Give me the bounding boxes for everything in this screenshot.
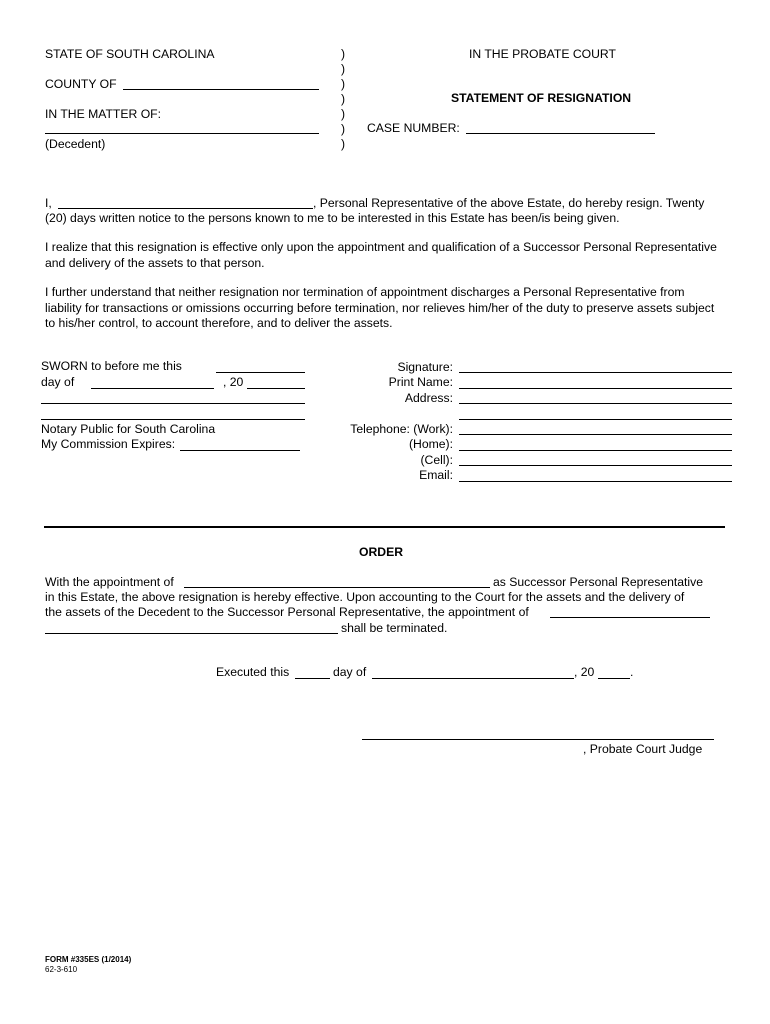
- executed-period: .: [630, 665, 634, 679]
- sworn-year-field[interactable]: [247, 388, 305, 389]
- telephone-work-label: Telephone: (Work):: [350, 422, 453, 436]
- terminated-name-field-2[interactable]: [45, 633, 338, 634]
- executed-day-of-label: day of: [333, 665, 367, 679]
- telephone-home-field[interactable]: [459, 450, 732, 451]
- terminated-name-field-1[interactable]: [550, 617, 710, 618]
- order-line1-prefix: With the appointment of: [45, 575, 174, 589]
- paren: ): [341, 92, 346, 106]
- p1-rest: , Personal Representative of the above Estate, do hereby resign. Twenty: [313, 196, 705, 210]
- decedent-name-field[interactable]: [45, 133, 319, 134]
- p1-prefix: I,: [45, 196, 52, 210]
- matter-label: IN THE MATTER OF:: [45, 107, 162, 121]
- address-field-1[interactable]: [459, 403, 732, 404]
- paren: ): [341, 137, 346, 151]
- email-field[interactable]: [459, 481, 732, 482]
- executed-year-field[interactable]: [598, 678, 630, 679]
- notary-signature-line[interactable]: [41, 403, 305, 404]
- address-field-2[interactable]: [459, 419, 732, 420]
- order-line4-suffix: shall be terminated.: [341, 621, 448, 635]
- executed-day-field[interactable]: [295, 678, 330, 679]
- representative-name-field[interactable]: [58, 208, 313, 209]
- form-number: FORM #335ES (1/2014): [45, 955, 132, 964]
- telephone-work-field[interactable]: [459, 434, 732, 435]
- order-line2: in this Estate, the above resignation is hereby effective. Upon accounting to the Court for the assets and the delivery of: [45, 590, 685, 604]
- executed-label: Executed this: [216, 665, 290, 679]
- case-number-label: CASE NUMBER:: [367, 121, 460, 135]
- successor-name-field[interactable]: [184, 587, 490, 588]
- county-label: COUNTY OF: [45, 77, 117, 91]
- p1-line2: (20) days written notice to the persons known to me to be interested in this Estate has been/is being given.: [45, 211, 620, 225]
- address-label: Address:: [404, 391, 453, 405]
- state-label: STATE OF SOUTH CAROLINA: [45, 47, 215, 61]
- executed-month-field[interactable]: [372, 678, 574, 679]
- telephone-cell-field[interactable]: [459, 465, 732, 466]
- judge-signature-line[interactable]: [362, 739, 714, 740]
- notary-name-line[interactable]: [41, 419, 305, 420]
- judge-label: , Probate Court Judge: [583, 742, 703, 756]
- document-title: STATEMENT OF RESIGNATION: [451, 91, 632, 105]
- order-line1-suffix: as Successor Personal Representative: [493, 575, 704, 589]
- print-name-field[interactable]: [459, 388, 732, 389]
- commission-expires-field[interactable]: [180, 450, 300, 451]
- section-divider: [44, 526, 725, 528]
- signature-label: Signature:: [397, 360, 453, 374]
- order-line3: the assets of the Decedent to the Successor Personal Representative, the appointment of: [45, 605, 529, 619]
- print-name-label: Print Name:: [388, 375, 453, 389]
- sworn-label: SWORN to before me this: [41, 359, 182, 373]
- court-label: IN THE PROBATE COURT: [469, 47, 616, 61]
- sworn-month-field[interactable]: [91, 388, 214, 389]
- executed-year-prefix: , 20: [574, 665, 595, 679]
- statute-code: 62-3-610: [45, 965, 78, 974]
- paren: ): [341, 77, 346, 91]
- sworn-day-field[interactable]: [216, 372, 305, 373]
- paren: ): [341, 122, 346, 136]
- county-field[interactable]: [123, 89, 319, 90]
- telephone-home-label: (Home):: [408, 437, 453, 451]
- decedent-label: (Decedent): [45, 137, 106, 151]
- paragraph-2: I realize that this resignation is effective only upon the appointment and qualification of a Successor Personal Representative and delivery of the assets to that person.: [45, 240, 717, 270]
- notary-day-of-label: day of: [41, 375, 75, 389]
- email-label: Email:: [419, 468, 453, 482]
- case-number-field[interactable]: [466, 133, 655, 134]
- paren: ): [341, 62, 346, 76]
- paren: ): [341, 47, 346, 61]
- notary-year-prefix: , 20: [223, 375, 244, 389]
- notary-public-label: Notary Public for South Carolina: [41, 422, 216, 436]
- order-heading: ORDER: [359, 545, 404, 559]
- paren: ): [341, 107, 346, 121]
- commission-label: My Commission Expires:: [41, 437, 176, 451]
- telephone-cell-label: (Cell):: [420, 453, 453, 467]
- signature-field[interactable]: [459, 372, 732, 373]
- paragraph-3: I further understand that neither resignation nor termination of appointment discharges a Personal Representative from liability for transactions or omissions occurring before termination, nor relieves him/her of the duty to preserve assets subject to his/her control, to account therefore, and to deliver the assets.: [45, 285, 715, 330]
